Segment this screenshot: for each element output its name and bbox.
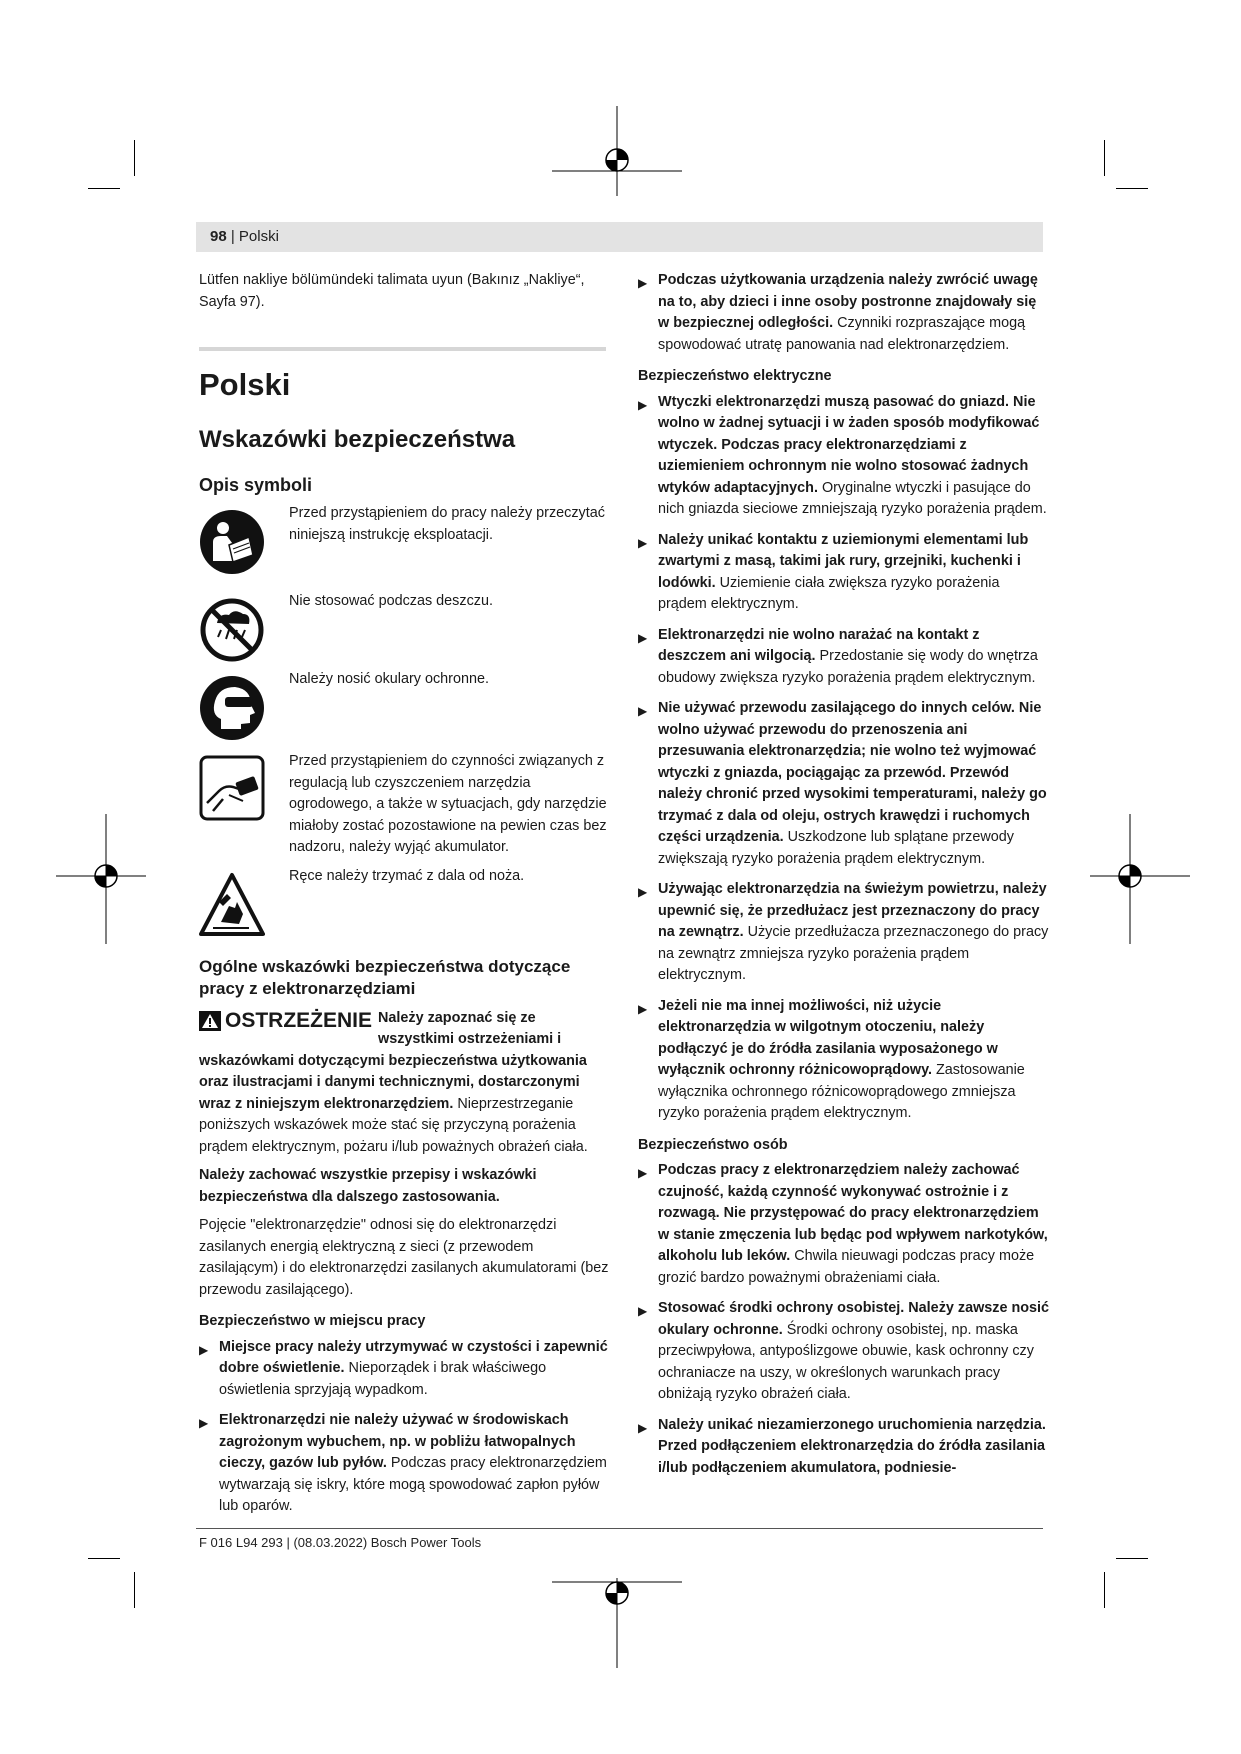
item-bold-text: Podczas pracy z elektronarzędziem należy zachować czujność, każdą czynność wykonywać ostrożnie i z rozwagą. Nie przystępować do pracy elektronarzędziem w stanie zmęczenia lub będąc pod wpływem narkotyków, alkoholu lub leków.	[658, 1162, 1048, 1264]
symbol-description: Nie stosować podczas deszczu.	[289, 593, 493, 609]
header-separator: |	[226, 228, 239, 245]
list-item	[638, 996, 1050, 1125]
item-bold-text: Miejsce pracy należy utrzymywać w czystości i zapewnić dobre oświetlenie.	[219, 1338, 608, 1376]
bullet-arrow-icon: ▶	[638, 1304, 648, 1318]
crop-mark	[1116, 1558, 1148, 1559]
list-item	[638, 270, 1050, 356]
header-text	[210, 228, 279, 245]
right-column	[638, 270, 1050, 1488]
item-normal-text: Podczas pracy elektronarzędziem wytwarzają się iskry, które mogą spowodować zapłon pyłów lub oparów.	[219, 1455, 607, 1514]
list-item	[638, 530, 1050, 616]
left-column	[199, 270, 609, 1527]
term-definition: Pojęcie "elektronarzędzie" odnosi się do elektronarzędzi zasilanych energią elektryczną z sieci (z przewodem zasilającym) i do elektronarzędzi zasilanych akumulatorami (bez przewodu zasilającego).	[199, 1217, 609, 1298]
bullet-arrow-icon: ▶	[638, 704, 648, 718]
item-normal-text: Środki ochrony osobistej, np. maska przeciwpyłowa, antypoślizgowe obuwie, kask ochronny czy ochraniacze na uszy, w określonych warunkach pracy obniżają ryzyko obrażeń ciała.	[658, 1321, 1034, 1402]
warning-bold-text: Należy zapoznać się ze wszystkimi ostrzeżeniami i wskazówkami dotyczącymi bezpieczeństwa użytkowania oraz ilustracjami i danymi technicznymi, dostarczonymi wraz z niniejszym elektronarzędziem.	[199, 1009, 587, 1112]
crop-mark	[134, 140, 135, 176]
list-item	[638, 698, 1050, 870]
crop-mark	[1116, 188, 1148, 189]
symbol-description: Przed przystąpieniem do czynności związanych z regulacją lub czyszczeniem narzędzia ogrodowego, a także w sytuacjach, gdy narzędzie miałoby zostać pozostawione na pewien czas bez nadzoru, należy wyjąć akumulator.	[289, 753, 607, 855]
section-divider	[199, 347, 606, 351]
page-header	[196, 222, 1043, 252]
language-title: Polski	[199, 367, 291, 402]
item-normal-text: Użycie przedłużacza przeznaczonego do pracy na zewnątrz zmniejsza ryzyko porażenia prądem elektrycznym.	[658, 924, 1049, 983]
workplace-safety-title: Bezpieczeństwo w miejscu pracy	[199, 1313, 426, 1329]
bullet-arrow-icon: ▶	[638, 885, 648, 899]
item-normal-text: Przedostanie się wody do wnętrza obudowy zwiększa ryzyko porażenia prądem elektrycznym.	[658, 648, 1038, 686]
safety-goggles-icon	[199, 675, 265, 741]
blade-hand-warning-icon	[199, 872, 265, 938]
section-title: Wskazówki bezpieczeństwa	[199, 426, 516, 453]
read-manual-icon	[199, 509, 265, 575]
symbol-row	[199, 751, 609, 859]
symbol-description: Należy nosić okulary ochronne.	[289, 671, 489, 687]
warning-normal-text: Nieprzestrzeganie poniższych wskazówek może stać się przyczyną porażenia prądem elektrycznym, pożaru i/lub poważnych obrażeń ciała.	[199, 1095, 588, 1155]
list-item	[199, 1410, 609, 1518]
remove-battery-icon	[199, 755, 265, 821]
item-bold-text: Należy unikać kontaktu z uziemionymi elementami lub zwartymi z masą, takimi jak rury, grzejniki, kuchenki i lodówki.	[658, 531, 1029, 591]
list-item	[638, 1298, 1050, 1406]
registration-mark-icon	[56, 814, 146, 944]
bullet-arrow-icon: ▶	[638, 276, 648, 290]
item-bold-text: Wtyczki elektronarzędzi muszą pasować do gniazd. Nie wolno w żadnej sytuacji i w żaden sposób modyfikować wtyczek. Podczas pracy elektronarzędziami z uziemieniem ochronnym nie wolno stosować żadnych wtyków adaptacyjnych.	[658, 393, 1040, 496]
item-bold-text: Podczas użytkowania urządzenia należy zwrócić uwagę na to, aby dzieci i inne osoby postronne znajdowały się w bezpiecznej odległości.	[658, 272, 1038, 331]
item-normal-text: Nieporządek i brak właściwego oświetlenia sprzyjają wypadkom.	[219, 1360, 547, 1398]
symbol-row	[199, 503, 609, 585]
item-bold-text: Należy unikać niezamierzonego uruchomienia narzędzia. Przed podłączeniem elektronarzędzia do źródła zasilania i/lub podłączeniem akumulatora, podniesie-	[658, 1416, 1046, 1476]
item-normal-text: Zastosowanie wyłącznika ochronnego różnicowoprądowego zmniejsza ryzyko porażenia prądem elektrycznym.	[658, 1062, 1025, 1121]
page-number: 98	[210, 228, 227, 245]
page-footer: F 016 L94 293 | (08.03.2022) Bosch Power Tools	[199, 1535, 482, 1550]
item-normal-text: Chwila nieuwagi podczas pracy może grozić bardzo poważnymi obrażeniami ciała.	[658, 1248, 1035, 1286]
item-bold-text: Stosować środki ochrony osobistej. Należy zawsze nosić okulary ochronne.	[658, 1300, 1050, 1338]
no-rain-icon	[199, 597, 265, 663]
general-safety-title: Ogólne wskazówki bezpieczeństwa dotyczące pracy z elektronarzędziami	[199, 956, 571, 998]
symbol-row	[199, 591, 609, 663]
header-language: Polski	[238, 228, 279, 245]
item-bold-text: Jeżeli nie ma innej możliwości, niż użycie elektronarzędzia w wilgotnym otoczeniu, należy podłączyć je do źródła zasilania wyposażonego w wyłącznik ochronny różnicowoprądowy.	[658, 997, 998, 1078]
list-item	[199, 1337, 609, 1402]
symbol-description: Ręce należy trzymać z dala od noża.	[289, 867, 525, 884]
item-normal-text: Czynniki rozpraszające mogą spowodować utratę panowania nad elektronarzędziem.	[658, 315, 1026, 353]
warning-label	[199, 1008, 372, 1034]
bullet-arrow-icon: ▶	[638, 1420, 648, 1435]
list-item	[638, 392, 1050, 521]
item-bold-text: Nie używać przewodu zasilającego do innych celów. Nie wolno używać przewodu do przenoszenia ani przesuwania elektronarzędzia; nie wolno też wyjmować wtyczki z gniazda, pociągając za przewód. Przewód należy chronić przed wysokimi temperaturami, należy go trzymać z dala od oleju, ostrych krawędzi i ruchomych części urządzenia.	[658, 700, 1047, 845]
bullet-arrow-icon: ▶	[638, 1166, 648, 1180]
list-item	[638, 1415, 1050, 1480]
item-normal-text: Oryginalne wtyczki i pasujące do nich gniazda sieciowe zmniejszają ryzyko porażenia prądem.	[658, 479, 1047, 517]
crop-mark	[88, 188, 120, 189]
symbol-row	[199, 669, 609, 745]
item-bold-text: Elektronarzędzi nie wolno narażać na kontakt z deszczem ani wilgocią.	[658, 626, 980, 664]
personal-safety-title: Bezpieczeństwo osób	[638, 1136, 788, 1153]
bullet-arrow-icon: ▶	[199, 1342, 209, 1357]
warning-triangle-icon	[199, 1011, 221, 1031]
footer-divider	[196, 1528, 1043, 1529]
crop-mark	[134, 1572, 135, 1608]
symbol-description: Przed przystąpieniem do pracy należy przeczytać niniejszą instrukcję eksploatacji.	[289, 505, 605, 543]
symbol-row	[199, 866, 609, 940]
item-normal-text: Uszkodzone lub splątane przewody zwiększają ryzyko porażenia prądem elektrycznym.	[658, 829, 1014, 867]
registration-mark-icon	[552, 106, 682, 236]
keep-instructions: Należy zachować wszystkie przepisy i wskazówki bezpieczeństwa dla dalszego zastosowania.	[199, 1167, 537, 1205]
item-normal-text: Uziemienie ciała zwiększa ryzyko porażenia prądem elektrycznym.	[658, 574, 1000, 612]
item-bold-text: Używając elektronarzędzia na świeżym powietrzu, należy upewnić się, że przedłużacz jest przeznaczony do pracy na zewnątrz.	[658, 881, 1047, 940]
registration-mark-icon	[1090, 814, 1190, 944]
crop-mark	[88, 1558, 120, 1559]
registration-mark-icon	[552, 1538, 682, 1668]
bullet-arrow-icon: ▶	[638, 630, 648, 645]
list-item	[638, 879, 1050, 987]
symbols-title: Opis symboli	[199, 475, 313, 495]
bullet-arrow-icon: ▶	[638, 397, 648, 412]
bullet-arrow-icon: ▶	[199, 1416, 209, 1430]
warning-label-text: OSTRZEŻENIE	[225, 1008, 373, 1032]
item-bold-text: Elektronarzędzi nie należy używać w środowiskach zagrożonym wybuchem, np. w pobliżu łatwopalnych cieczy, gazów lub pyłów.	[219, 1412, 576, 1471]
list-item	[638, 1160, 1050, 1289]
bullet-arrow-icon: ▶	[638, 535, 648, 550]
intro-paragraph: Lütfen nakliye bölümündeki talimata uyun (Bakınız „Nakliye“, Sayfa 97).	[199, 272, 585, 310]
crop-mark	[1104, 140, 1105, 176]
bullet-arrow-icon: ▶	[638, 1001, 648, 1016]
warning-paragraph	[199, 1008, 609, 1159]
crop-mark	[1104, 1572, 1105, 1608]
list-item	[638, 625, 1050, 690]
electrical-safety-title: Bezpieczeństwo elektryczne	[638, 368, 832, 384]
